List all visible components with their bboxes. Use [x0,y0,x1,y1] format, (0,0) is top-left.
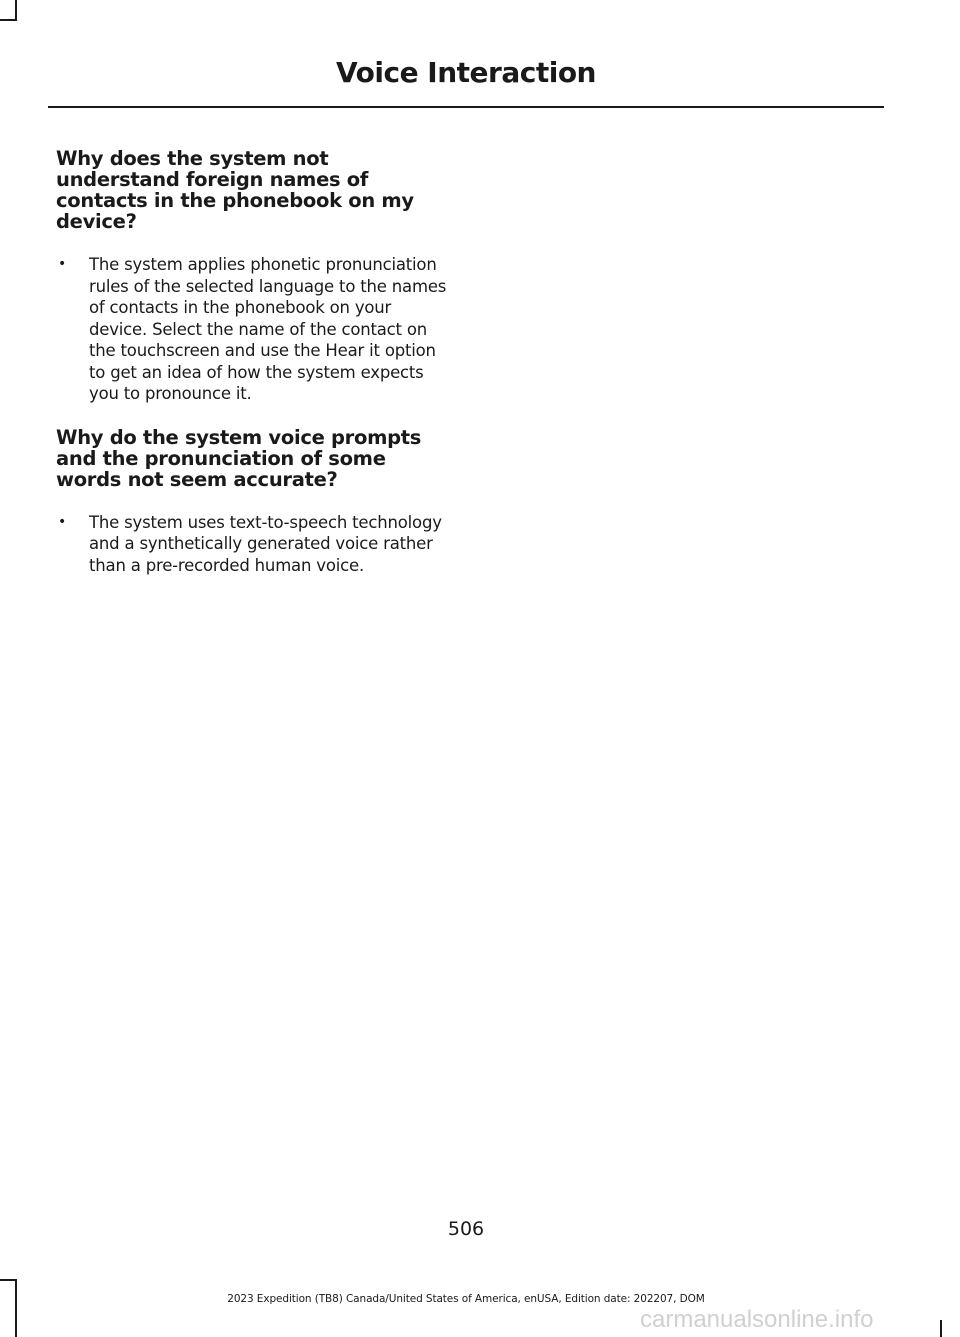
main-content [56,148,452,576]
faq-answer-1 [56,254,452,405]
faq-answer-1-text: The system applies phonetic pronunciation rules of the selected language to the names of contacts in the phonebook on your device. Select the name of the contact on the touchscreen and use the Hear it option to get an idea of how the system expects you to pronounce it. [89,255,447,403]
faq-answer-2-text: The system uses text-to-speech technology and a synthetically generated voice rather than a pre-recorded human voice. [89,512,442,575]
page-title: Voice Interaction [336,56,596,89]
header-divider [48,106,884,108]
crop-mark-bottom-left-vertical [15,1279,17,1337]
crop-mark-top-left-vertical [15,0,17,20]
faq-answer-2 [56,512,452,577]
crop-mark-top-left-horizontal [0,19,17,21]
faq-question-1: Why does the system not understand foreign names of contacts in the phonebook on my device? [56,147,414,233]
page-number: 506 [447,1218,485,1240]
crop-mark-bottom-right-vertical [940,1320,942,1337]
faq-question-2: Why do the system voice prompts and the pronunciation of some words not seem accurate? [56,425,422,491]
watermark-logo: carmanualsonline.info [640,1306,874,1333]
crop-mark-bottom-left-horizontal [0,1279,17,1281]
edition-footer: 2023 Expedition (TB8) Canada/United States of America, enUSA, Edition date: 202207, DOM [227,1293,705,1305]
bullet-icon: • [58,513,67,530]
bullet-icon: • [58,256,67,272]
